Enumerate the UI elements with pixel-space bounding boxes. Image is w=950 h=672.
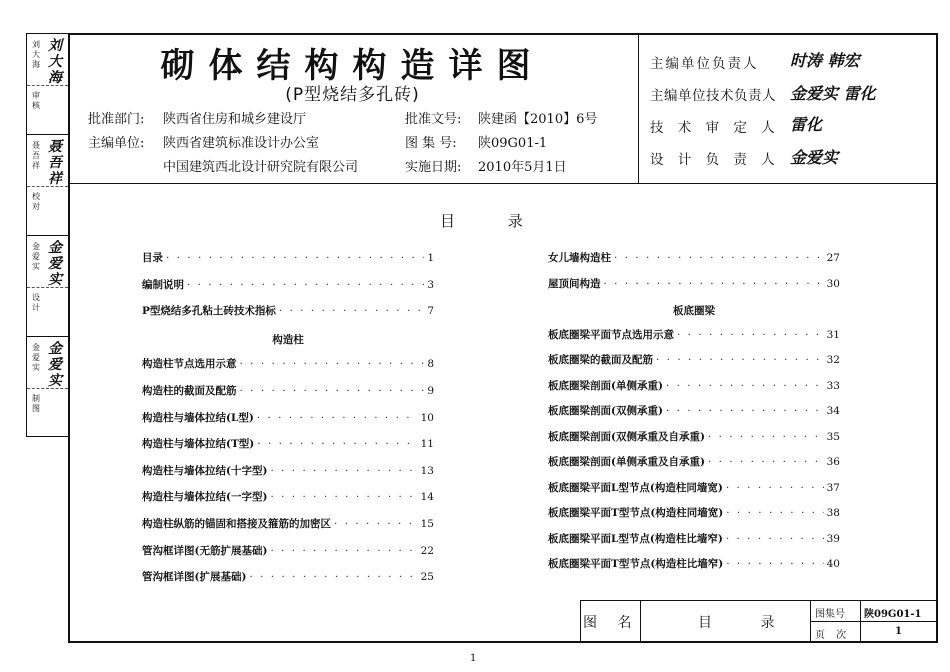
signature-cell — [27, 337, 68, 438]
toc-entry-page: 11 — [420, 438, 434, 451]
toc-entry-label: 构造柱与墙体拉结(一字型) — [142, 491, 268, 504]
toc-entry[interactable] — [142, 277, 434, 292]
toc-entry-page: 34 — [826, 405, 840, 417]
impl-date: 2010年5月1日 — [478, 160, 567, 175]
toc-entry-label: 编制说明 — [142, 278, 184, 291]
signature-role-label: 刘大海 — [32, 40, 40, 69]
tb-atlas-no: 陕09G01-1 — [864, 609, 922, 620]
toc-entry[interactable] — [142, 463, 434, 478]
toc-entry-page: 25 — [420, 571, 434, 584]
toc-entry-page: 31 — [826, 328, 840, 341]
approval-no-label: 批准文号: — [405, 112, 462, 127]
toc-entry-label: 板底圈梁平面L型节点(构造柱同墙宽) — [548, 481, 723, 494]
toc-entry-page: 13 — [420, 464, 434, 477]
approval-no: 陕建函【2010】6号 — [478, 112, 598, 127]
toc-entry-label: 管沟框详图(扩展基础) — [142, 571, 247, 584]
toc-entry[interactable] — [548, 352, 840, 367]
toc-entry-page: 30 — [826, 277, 840, 290]
toc-entry-label: 构造柱节点选用示意 — [142, 358, 237, 371]
toc-entry-page: 14 — [420, 491, 434, 504]
toc-entry-page: 37 — [826, 481, 840, 494]
responsible-role-4: 设 计 负 责 人 — [650, 152, 780, 168]
toc-entry[interactable] — [548, 276, 840, 291]
signature-mark: 聂吾祥 — [48, 139, 62, 187]
signature-cell — [27, 135, 68, 236]
signature-mark: 刘大海 — [48, 38, 62, 86]
toc-entry-page: 1 — [427, 252, 434, 264]
toc-leader-dots — [257, 412, 418, 424]
toc-entry[interactable] — [142, 303, 434, 318]
toc-entry[interactable] — [548, 531, 840, 546]
signature-strip — [26, 33, 68, 437]
header-divider — [68, 183, 938, 184]
toc-leader-dots — [604, 278, 824, 290]
toc-entry-label: 板底圈梁平面T型节点(构造柱比墙窄) — [548, 558, 724, 570]
page-title: 砌体结构构造详图 — [160, 46, 545, 86]
toc-leader-dots — [187, 279, 424, 291]
toc-entry-label: 管沟框详图(无筋扩展基础) — [142, 544, 268, 557]
toc-leader-dots — [614, 252, 824, 264]
responsible-signature-3: 雷化 — [790, 115, 823, 134]
toc-entry-page: 27 — [826, 252, 840, 264]
toc-entry-page: 3 — [427, 278, 434, 291]
toc-entry[interactable] — [548, 378, 840, 393]
toc-entry[interactable] — [142, 383, 434, 398]
toc-leader-dots — [270, 465, 417, 477]
toc-leader-dots — [270, 545, 417, 557]
responsible-signature-4: 金爱实 — [790, 148, 839, 167]
toc-leader-dots — [726, 507, 823, 519]
toc-leader-dots — [726, 482, 824, 494]
editor-unit-2: 中国建筑西北设计研究院有限公司 — [163, 160, 359, 175]
responsible-role-2: 主编单位技术负责人 — [650, 88, 776, 104]
toc-leader-dots — [656, 354, 824, 366]
tb-atlas-no-label: 图集号 — [815, 609, 845, 620]
signature-mark: 金爱实 — [48, 341, 62, 389]
drawing-name-label: 图 名 — [583, 615, 640, 631]
toc-entry-page: 33 — [826, 379, 840, 392]
signature-role-label: 金爱实 — [32, 242, 40, 271]
drawing-name: 目 录 — [698, 615, 797, 631]
toc-entry[interactable] — [548, 327, 840, 342]
toc-leader-dots — [240, 385, 425, 397]
atlas-no-label: 图 集 号: — [405, 136, 457, 151]
toc-section-heading: 构造柱 — [272, 333, 304, 346]
responsible-signature-1: 时涛 韩宏 — [790, 51, 860, 70]
toc-entry-label: 板底圈梁剖面(单侧承重) — [548, 379, 663, 392]
toc-entry-label: 板底圈梁的截面及配筋 — [548, 354, 653, 366]
toc-entry[interactable] — [142, 543, 434, 558]
toc-leader-dots — [708, 456, 824, 468]
approval-dept-label: 批准部门: — [88, 112, 145, 127]
signature-role-label: 校 对 — [32, 191, 40, 211]
toc-entry-label: 女儿墙构造柱 — [548, 252, 611, 264]
toc-entry[interactable] — [548, 454, 840, 469]
toc-entry-label: 目录 — [142, 252, 163, 264]
toc-entry-page: 36 — [826, 456, 840, 468]
toc-leader-dots — [279, 305, 424, 317]
toc-entry-page: 8 — [427, 358, 434, 371]
toc-entry-page: 35 — [826, 430, 840, 443]
toc-entry[interactable] — [548, 505, 840, 520]
signature-role-label: 设 计 — [32, 292, 40, 312]
toc-entry-page: 7 — [427, 305, 434, 318]
title-block-row-divider — [810, 621, 938, 622]
tb-page-label: 页 次 — [815, 630, 851, 641]
responsible-signature-2: 金爱实 雷化 — [790, 84, 876, 103]
toc-entry-label: 板底圈梁剖面(双侧承重及自承重) — [548, 430, 705, 443]
toc-entry-page: 22 — [420, 544, 434, 557]
signature-role-label: 审 核 — [32, 90, 40, 110]
toc-leader-dots — [677, 329, 824, 341]
atlas-no: 陕09G01-1 — [478, 136, 548, 151]
toc-entry[interactable] — [142, 250, 434, 265]
toc-entry-label: 板底圈梁剖面(双侧承重) — [548, 405, 663, 417]
toc-entry-label: 构造柱纵筋的锚固和搭接及箍筋的加密区 — [142, 518, 331, 530]
signature-role-label: 聂吾祥 — [32, 141, 40, 170]
toc-entry-label: 板底圈梁平面L型节点(构造柱比墙窄) — [548, 532, 723, 545]
impl-date-label: 实施日期: — [405, 160, 462, 175]
toc-entry[interactable] — [142, 489, 434, 504]
toc-heading: 目 录 — [440, 212, 547, 230]
toc-entry-label: 构造柱与墙体拉结(L型) — [142, 411, 254, 424]
toc-entry-label: 板底圈梁平面节点选用示意 — [548, 328, 674, 341]
signature-role-label: 金爱实 — [32, 343, 40, 372]
editor-unit-label: 主编单位: — [88, 136, 145, 151]
toc-entry-page: 38 — [826, 507, 840, 519]
toc-entry[interactable] — [142, 356, 434, 371]
page-number: 1 — [470, 653, 477, 664]
toc-entry-label: 构造柱与墙体拉结(T型) — [142, 438, 255, 451]
toc-leader-dots — [249, 571, 417, 583]
toc-entry-label: 板底圈梁剖面(单侧承重及自承重) — [548, 456, 705, 468]
signature-cell — [27, 34, 68, 135]
toc-entry-label: 板底圈梁平面T型节点(构造柱同墙宽) — [548, 507, 724, 519]
approval-dept: 陕西省住房和城乡建设厅 — [163, 112, 307, 127]
toc-leader-dots — [726, 533, 824, 545]
title-block-divider-1 — [640, 600, 641, 643]
toc-entry-page: 32 — [826, 354, 840, 366]
responsible-role-3: 技 术 审 定 人 — [650, 120, 780, 136]
header-column-divider — [638, 33, 639, 183]
toc-leader-dots — [666, 380, 824, 392]
responsible-role-1: 主编单位负责人 — [650, 56, 759, 72]
toc-entry[interactable] — [142, 569, 434, 584]
toc-entry-page: 40 — [826, 558, 840, 570]
toc-entry[interactable] — [142, 516, 434, 531]
toc-entry-label: 构造柱与墙体拉结(十字型) — [142, 464, 268, 477]
toc-entry[interactable] — [548, 429, 840, 444]
toc-section-heading: 板底圈梁 — [673, 305, 715, 317]
toc-entry[interactable] — [548, 480, 840, 495]
toc-entry[interactable] — [548, 556, 840, 571]
toc-entry-page: 15 — [420, 518, 434, 530]
signature-role-label: 制 图 — [32, 393, 40, 413]
signature-mark: 金爱实 — [48, 240, 62, 288]
page-subtitle: (P型烧结多孔砖) — [285, 85, 420, 105]
toc-leader-dots — [726, 558, 823, 570]
toc-leader-dots — [666, 405, 824, 417]
toc-entry-page: 39 — [826, 532, 840, 545]
toc-entry[interactable] — [548, 403, 840, 418]
toc-entry[interactable] — [142, 410, 434, 425]
toc-entry-label: P型烧结多孔粘土砖技术指标 — [142, 305, 276, 318]
toc-entry-page: 10 — [420, 411, 434, 424]
tb-page: 1 — [895, 626, 902, 637]
toc-entry-label: 构造柱的截面及配筋 — [142, 385, 237, 397]
toc-entry[interactable] — [142, 436, 434, 451]
toc-leader-dots — [240, 358, 425, 370]
toc-entry[interactable] — [548, 250, 840, 265]
signature-cell — [27, 236, 68, 337]
editor-unit: 陕西省建筑标准设计办公室 — [163, 136, 320, 151]
toc-leader-dots — [334, 518, 418, 530]
toc-entry-page: 9 — [427, 385, 434, 397]
toc-leader-dots — [257, 438, 417, 450]
toc-leader-dots — [708, 431, 824, 443]
toc-entry-label: 屋顶间构造 — [548, 277, 601, 290]
toc-leader-dots — [270, 491, 417, 503]
toc-leader-dots — [166, 252, 424, 264]
